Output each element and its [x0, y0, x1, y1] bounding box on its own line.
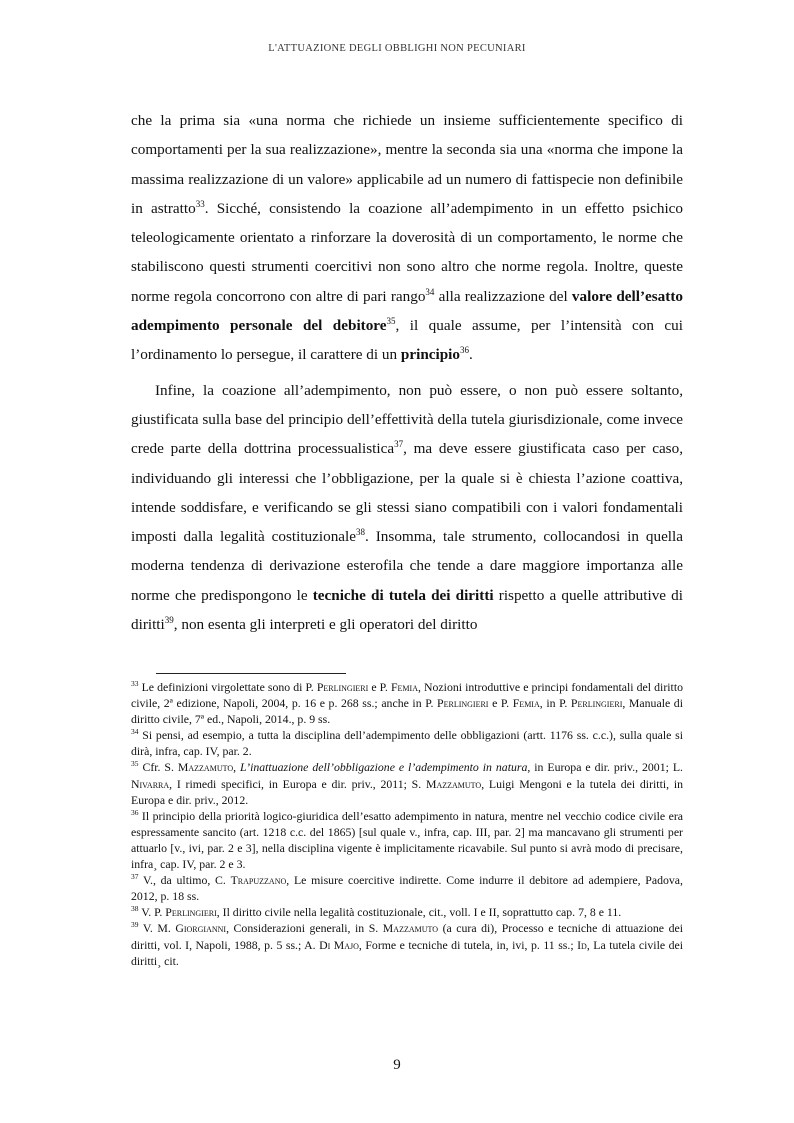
footnote-36: $^{36}$ Il principio della priorità logico-giuridica dell’esatto adempimento in natura, mentre nel vecchio codice civile era espressamente sancito (art. 1218 c.c. del 1865) [sul quale v., infra, cap. III, par. 2] ma mancavano gli strumenti per attuarlo [v., ivi, par. 2 e 3], nella disciplina vigente è implicitamente ricavabile. Sul punto si avrà modo di precisare, infra¸ cap. IV, par. 2 e 3.	[131, 807, 683, 872]
bold-phrase: valore dell’esatto adempimento personale del debitore	[131, 287, 683, 335]
footnote-ref-33[interactable]: 33	[195, 198, 205, 209]
paragraph-1: che la prima sia «una norma che richiede un insieme sufficientemente specifico di comportamenti per la sua realizzazione», mentre la seconda sia una «norma che impone la massima realizzazione di un valore» applicabile ad un numero di fattispecie non definibile in astratto$^{33}$. Sicché, consistendo la coazione all’adempimento in un effetto psichico teleologicamente orientato a rinforzare la doverosità di un comportamento, le norme che stabiliscono questi strumenti coercitivi non sono altro che norme regola. Inoltre, queste norme regola concorrono con altre di pari rango$^{34}$ alla realizzazione del valore dell’esatto adempimento personale del debitore$^{35}$, il quale assume, per l’intensità con cui l’ordinamento lo persegue, il carattere di un principio$^{36}$.	[131, 112, 684, 364]
footnote-ref-35[interactable]: 35	[386, 316, 396, 327]
footnote-38: $^{38}$ V. P. Perlingieri, Il diritto civile nella legalità costituzionale, cit., voll. I e II, soprattutto cap. 7, 8 e 11.	[131, 904, 622, 920]
footnote-ref-38[interactable]: 38	[356, 527, 365, 538]
running-header: L'ATTUAZIONE DEGLI OBBLIGHI NON PECUNIARI	[268, 43, 526, 54]
footnote-ref-34[interactable]: 34	[425, 286, 435, 297]
body-text	[131, 106, 683, 639]
footnote-33: $^{33}$ Le definizioni virgolettate sono di P. Perlingieri e P. Femia, Nozioni introduttive e principi fondamentali del diritto civile, 2ª edizione, Napoli, 2004, p. 16 e p. 268 ss.; anche in P. Perlingieri e P. Femia, in P. Perlingieri, Manuale di diritto civile, 7ª ed., Napoli, 2014., p. 9 ss.	[131, 679, 683, 727]
footnotes	[131, 679, 683, 969]
footnote-separator	[156, 673, 346, 674]
page-number: 9	[393, 1057, 401, 1073]
footnote-39: $^{39}$ V. M. Giorgianni, Considerazioni generali, in S. Mazzamuto (a cura di), Processo e tecniche di attuazione dei diritti, vol. I, Napoli, 1988, p. 5 ss.; A. Di Majo, Forme e tecniche di tutela, in, ivi, p. 11 ss.; Id, La tutela civile dei diritti¸ cit.	[131, 920, 684, 968]
footnote-ref-37[interactable]: 37	[394, 439, 404, 450]
bold-phrase: tecniche di tutela dei diritti	[312, 586, 494, 604]
footnote-ref-36[interactable]: 36	[459, 345, 469, 356]
footnote-37: $^{37}$ V., da ultimo, C. Trapuzzano, Le misure coercitive indirette. Come indurre il debitore ad adempiere, Padova, 2012, p. 18 ss.	[131, 872, 683, 904]
footnote-35: $^{35}$ Cfr. S. Mazzamuto, L’inattuazione dell’obbligazione e l’adempimento in natura, in Europa e dir. priv., 2001; L. Nivarra, I rimedi specifici, in Europa e dir. priv., 2011; S. Mazzamuto, Luigi Mengoni e la tutela dei diritti, in Europa e dir. priv., 2012.	[131, 759, 683, 807]
bold-phrase: principio	[400, 346, 460, 364]
footnote-34: $^{34}$ Si pensi, ad esempio, a tutta la disciplina dell’adempimento delle obbligazioni (artt. 1176 ss. c.c.), sulla quale si dirà, infra, cap. IV, par. 2.	[131, 727, 683, 759]
paragraph-2: Infine, la coazione all’adempimento, non può essere, o non può essere soltanto, giustificata sulla base del principio dell’effettività della tutela giurisdizionale, come invece crede parte della dottrina processualistica$^{37}$, ma deve essere giustificata caso per caso, individuando gli interessi che l’obbligazione, per la quale si è chiesta l’azione coattiva, intende soddisfare, e verificando se gli stessi siano compatibili con i valori fondamentali imposti dalla legalità costituzionale$^{38}$. Insomma, tale strumento, collocandosi in quella moderna tendenza di derivazione esterofila che tende a dare maggiore importanza alle norme che predispongono le tecniche di tutela dei diritti rispetto a quelle attributive di diritti$^{39}$, non esenta gli interpreti e gli operatori del diritto	[131, 381, 683, 634]
footnote-ref-39[interactable]: 39	[164, 614, 174, 625]
